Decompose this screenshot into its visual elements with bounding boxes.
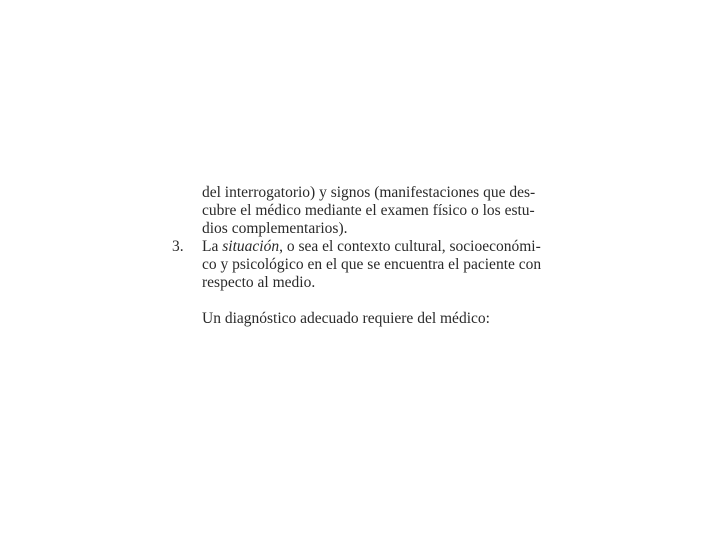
list-item-3-line-1-rest: , o sea el contexto cultural, socioeconómi-	[279, 238, 541, 255]
closing-paragraph: Un diagnóstico adecuado requiere del médico:	[202, 310, 490, 327]
continuation-line-2: cubre el médico mediante el examen físico o los estu-	[202, 202, 535, 219]
document-text-block	[172, 184, 544, 328]
list-item-3-emphasis: situación	[222, 238, 280, 255]
list-item-3-prefix: La	[202, 238, 223, 255]
list-item-3-line-2: co y psicológico en el que se encuentra el paciente con	[202, 256, 542, 273]
list-item-3	[172, 238, 544, 292]
list-item-3-line-3: respecto al medio.	[202, 274, 316, 291]
list-item-3-line-1	[202, 238, 544, 256]
continuation-line-1: del interrogatorio) y signos (manifestaciones que des-	[202, 184, 536, 201]
list-item-number: 3.	[172, 238, 184, 255]
continuation-line-3: dios complementarios).	[202, 220, 348, 237]
